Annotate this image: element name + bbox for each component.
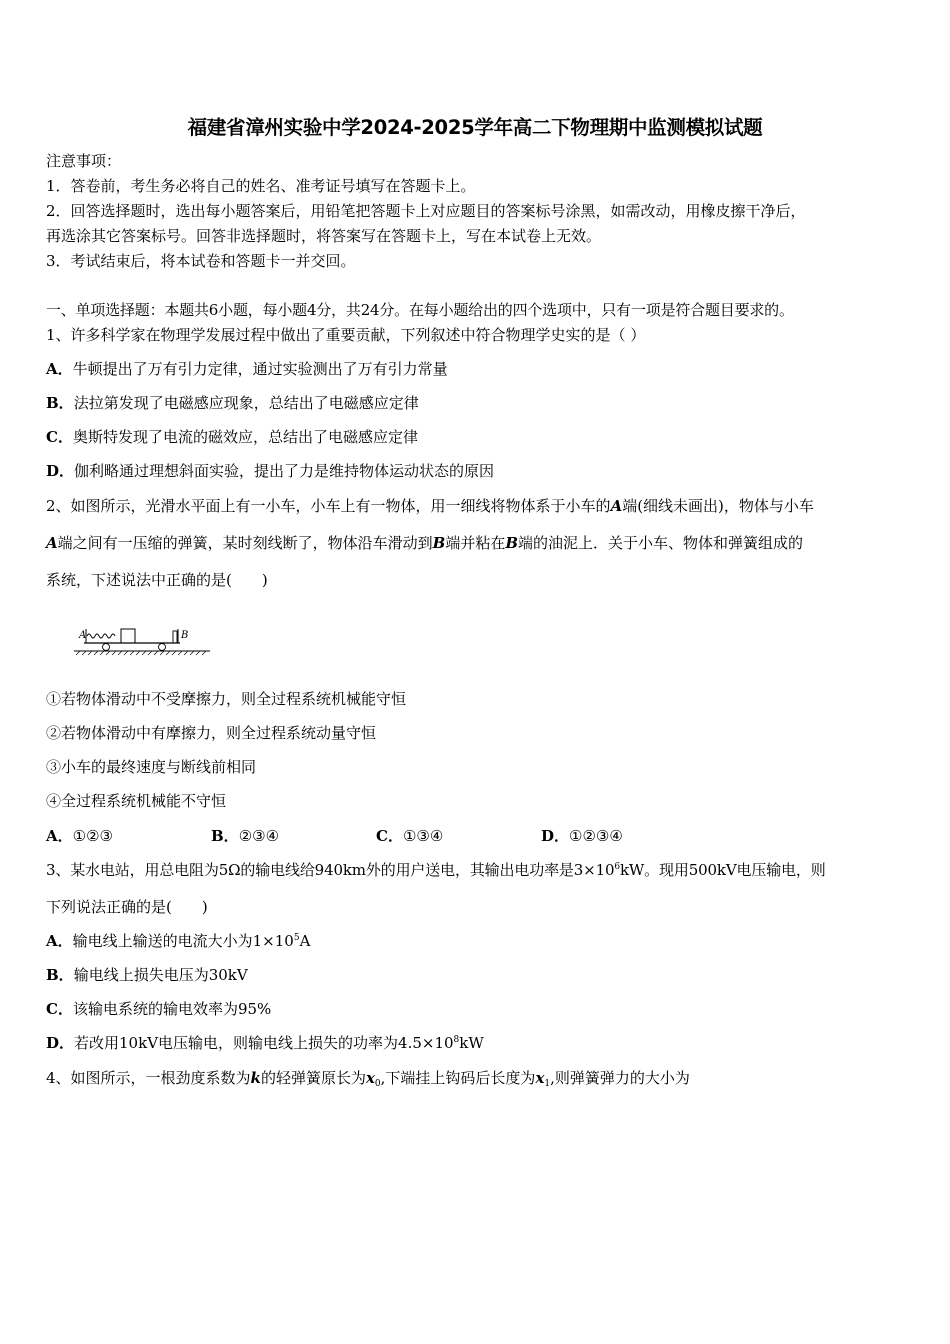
page-title: 福建省漳州实验中学2024-2025学年高二下物理期中监测模拟试题: [187, 116, 763, 139]
stem-text: 端之间有一压缩的弹簧，某时刻线断了，物体沿车滑动到: [57, 534, 433, 552]
option-label: C．: [376, 827, 403, 845]
option-label: A．: [46, 827, 73, 845]
option-label: D．: [46, 462, 75, 480]
option-text: 该输电系统的输电效率为95%: [72, 1000, 272, 1018]
label-a: A: [46, 534, 58, 552]
q1-option-c: [46, 427, 418, 447]
option-label: B．: [211, 827, 239, 845]
option-text: ①②③: [72, 827, 113, 845]
stem-text: 的轻弹簧原长为: [260, 1069, 366, 1087]
stem-text: 端(细线未画出)，物体与小车: [622, 497, 814, 515]
cart-spring-figure: [70, 616, 215, 662]
stem-text: ,下端挂上钩码后长度为: [380, 1069, 536, 1087]
question-4-stem: [46, 1068, 690, 1088]
option-text: 输电线上输送的电流大小为1×10: [72, 932, 294, 950]
q2-option-b: [211, 826, 279, 846]
q2-option-c: [376, 826, 443, 846]
option-text: 奥斯特发现了电流的磁效应，总结出了电磁感应定律: [72, 428, 418, 446]
stem-text: 2、如图所示，光滑水平面上有一小车，小车上有一物体，用一细线将物体系于小车的: [46, 497, 611, 515]
option-text: A: [299, 932, 311, 950]
option-label: A．: [46, 360, 73, 378]
notice-item: 再选涂其它答案标号。回答非选择题时，将答案写在答题卡上，写在本试卷上无效。: [46, 227, 602, 245]
option-text: kW: [459, 1034, 484, 1052]
notice-item: 1．答卷前，考生务必将自己的姓名、准考证号填写在答题卡上。: [46, 177, 476, 195]
q2-statement: ①若物体滑动中不受摩擦力，则全过程系统机械能守恒: [46, 690, 407, 708]
stem-text: 4、如图所示，一根劲度系数为: [46, 1069, 251, 1087]
option-label: B．: [46, 394, 74, 412]
figure-label-b: B: [181, 630, 189, 641]
superscript: 8: [453, 1035, 460, 1045]
subscript: 1: [544, 1079, 551, 1089]
section-heading: 一、单项选择题：本题共6小题，每小题4分，共24分。在每小题给出的四个选项中，只有一项是符合题目要求的。: [46, 301, 794, 319]
q1-option-b: [46, 393, 419, 413]
stem-text: ,则弹簧弹力的大小为: [550, 1069, 690, 1087]
block: [121, 629, 135, 643]
symbol-x0: x: [365, 1069, 375, 1087]
option-text: 法拉第发现了电磁感应现象，总结出了电磁感应定律: [73, 394, 419, 412]
question-3-stem-line-1: [46, 860, 826, 880]
symbol-k: k: [250, 1069, 261, 1087]
label-b: B: [505, 534, 519, 552]
q1-option-d: [46, 461, 494, 481]
option-text: 输电线上损失电压为30kV: [73, 966, 248, 984]
q2-statement: ②若物体滑动中有摩擦力，则全过程系统动量守恒: [46, 724, 377, 742]
q3-option-c: [46, 999, 271, 1019]
stem-text: kW。现用500kV电压输电，则: [619, 861, 826, 879]
option-text: ②③④: [238, 827, 280, 845]
option-label: D．: [541, 827, 570, 845]
question-2-stem-line-3: 系统，下述说法中正确的是( ): [46, 571, 268, 589]
q2-statement: ③小车的最终速度与断线前相同: [46, 758, 257, 776]
stem-text: 3、某水电站，用总电阻为5Ω的输电线给940km外的用户送电，其输出电功率是3×10: [46, 861, 615, 879]
stem-text: 端的油泥上．关于小车、物体和弹簧组成的: [518, 534, 804, 552]
superscript: 6: [614, 862, 620, 872]
notice-item: 2．回答选择题时，选出每小题答案后，用铅笔把答题卡上对应题目的答案标号涂黑，如需改动，用橡皮擦干净后，: [46, 202, 806, 220]
question-2-stem-line-1: [46, 496, 814, 516]
q2-statement: ④全过程系统机械能不守恒: [46, 792, 227, 810]
label-a: A: [610, 497, 623, 515]
question-1-stem: 1、许多科学家在物理学发展过程中做出了重要贡献，下列叙述中符合物理学史实的是（ ）: [46, 326, 646, 344]
symbol-x1: x: [535, 1069, 545, 1087]
option-label: D．: [46, 1034, 75, 1052]
wheel-left: [103, 644, 110, 651]
question-2-stem-line-2: [46, 533, 803, 553]
q2-option-d: [541, 826, 623, 846]
label-b: B: [432, 534, 446, 552]
q3-option-b: [46, 965, 248, 985]
notice-heading: 注意事项：: [46, 152, 122, 170]
option-text: 若改用10kV电压输电，则输电线上损失的功率为4.5×10: [74, 1034, 454, 1052]
q3-option-a: [46, 931, 310, 951]
question-3-stem-line-2: 下列说法正确的是( ): [46, 898, 208, 916]
superscript: 5: [293, 933, 300, 943]
oil-putty: [173, 631, 177, 643]
option-text: ①②③④: [569, 827, 623, 845]
q3-option-d: [46, 1033, 484, 1053]
figure-label-a: A: [79, 630, 87, 641]
q1-option-a: [46, 359, 448, 379]
stem-text: 端并粘在: [445, 534, 506, 552]
notice-item: 3．考试结束后，将本试卷和答题卡一并交回。: [46, 252, 356, 270]
option-label: A．: [46, 932, 73, 950]
ground-hatch: [76, 651, 206, 655]
subscript: 0: [374, 1079, 381, 1089]
option-text: 牛顿提出了万有引力定律，通过实验测出了万有引力常量: [72, 360, 448, 378]
option-label: C．: [46, 1000, 73, 1018]
option-text: 伽利略通过理想斜面实验，提出了力是维持物体运动状态的原因: [74, 462, 495, 480]
option-label: C．: [46, 428, 73, 446]
spring-icon: [87, 634, 115, 638]
wheel-right: [159, 644, 166, 651]
q2-option-a: [46, 826, 113, 846]
option-label: B．: [46, 966, 74, 984]
option-text: ①③④: [402, 827, 444, 845]
